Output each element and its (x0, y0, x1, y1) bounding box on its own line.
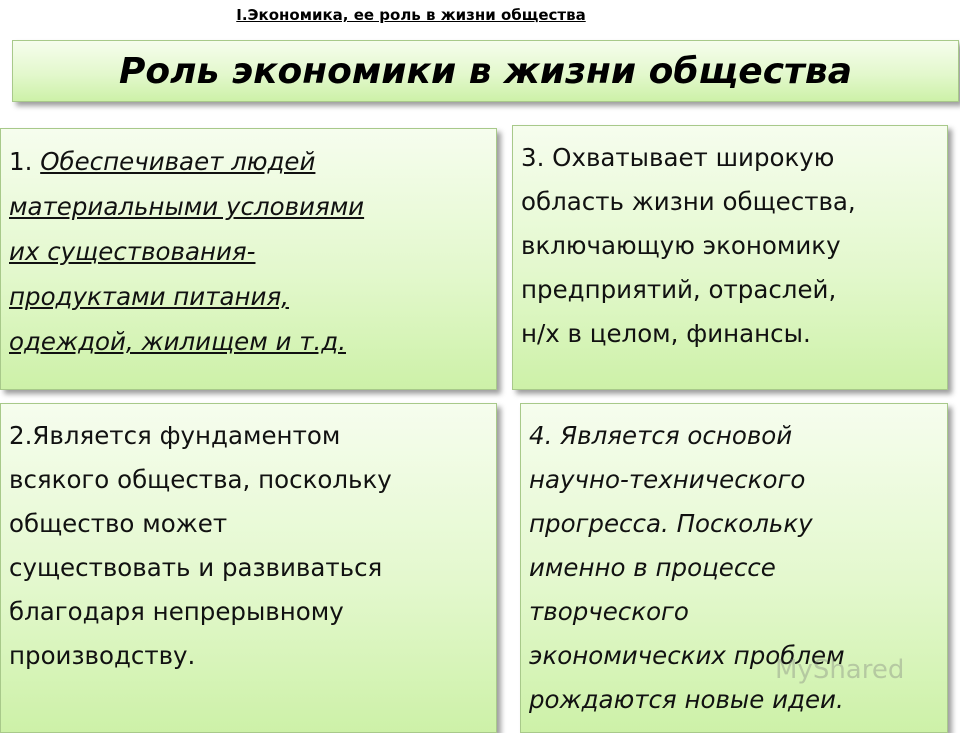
card-3-line-4: предприятий, отраслей, (521, 275, 837, 304)
card-3 (512, 125, 948, 390)
card-1-line-1-text: Обеспечивает людей (40, 147, 316, 176)
watermark: MyShared (775, 655, 905, 685)
top-header: I.Экономика, ее роль в жизни общества (236, 6, 586, 24)
card-1 (0, 128, 497, 390)
card-2-line-1: 2.Является фундаментом (9, 421, 341, 450)
card-3-line-5: н/х в целом, финансы. (521, 319, 811, 348)
card-3-line-2: область жизни общества, (521, 187, 856, 216)
title-bar (12, 40, 959, 102)
card-1-line-5: одеждой, жилищем и т.д. (9, 327, 346, 356)
card-1-line-2: материальными условиями (9, 192, 365, 221)
card-1-line-3: их существования- (9, 237, 256, 266)
card-2-line-3: общество может (9, 509, 228, 538)
card-4-line-1: 4. Является основой (529, 421, 793, 450)
card-4-line-4: именно в процессе (529, 553, 776, 582)
card-2-line-5: благодаря непрерывному (9, 597, 344, 626)
card-2-line-6: производству. (9, 641, 196, 670)
card-2 (0, 403, 497, 733)
card-3-line-1: 3. Охватывает широкую (521, 143, 835, 172)
card-4-line-6: экономических проблем (529, 641, 845, 670)
card-1-line-4: продуктами питания, (9, 282, 289, 311)
card-4-line-7: рождаются новые идеи. (529, 685, 844, 714)
card-2-line-4: существовать и развиваться (9, 553, 383, 582)
card-3-line-3: включающую экономику (521, 231, 841, 260)
card-1-number: 1. (9, 147, 33, 176)
slide-title: Роль экономики в жизни общества (118, 50, 852, 92)
card-1-line-1 (9, 139, 488, 184)
card-4-line-3: прогресса. Поскольку (529, 509, 813, 538)
card-4-line-5: творческого (529, 597, 689, 626)
card-2-line-2: всякого общества, поскольку (9, 465, 392, 494)
card-4-line-2: научно-технического (529, 465, 806, 494)
